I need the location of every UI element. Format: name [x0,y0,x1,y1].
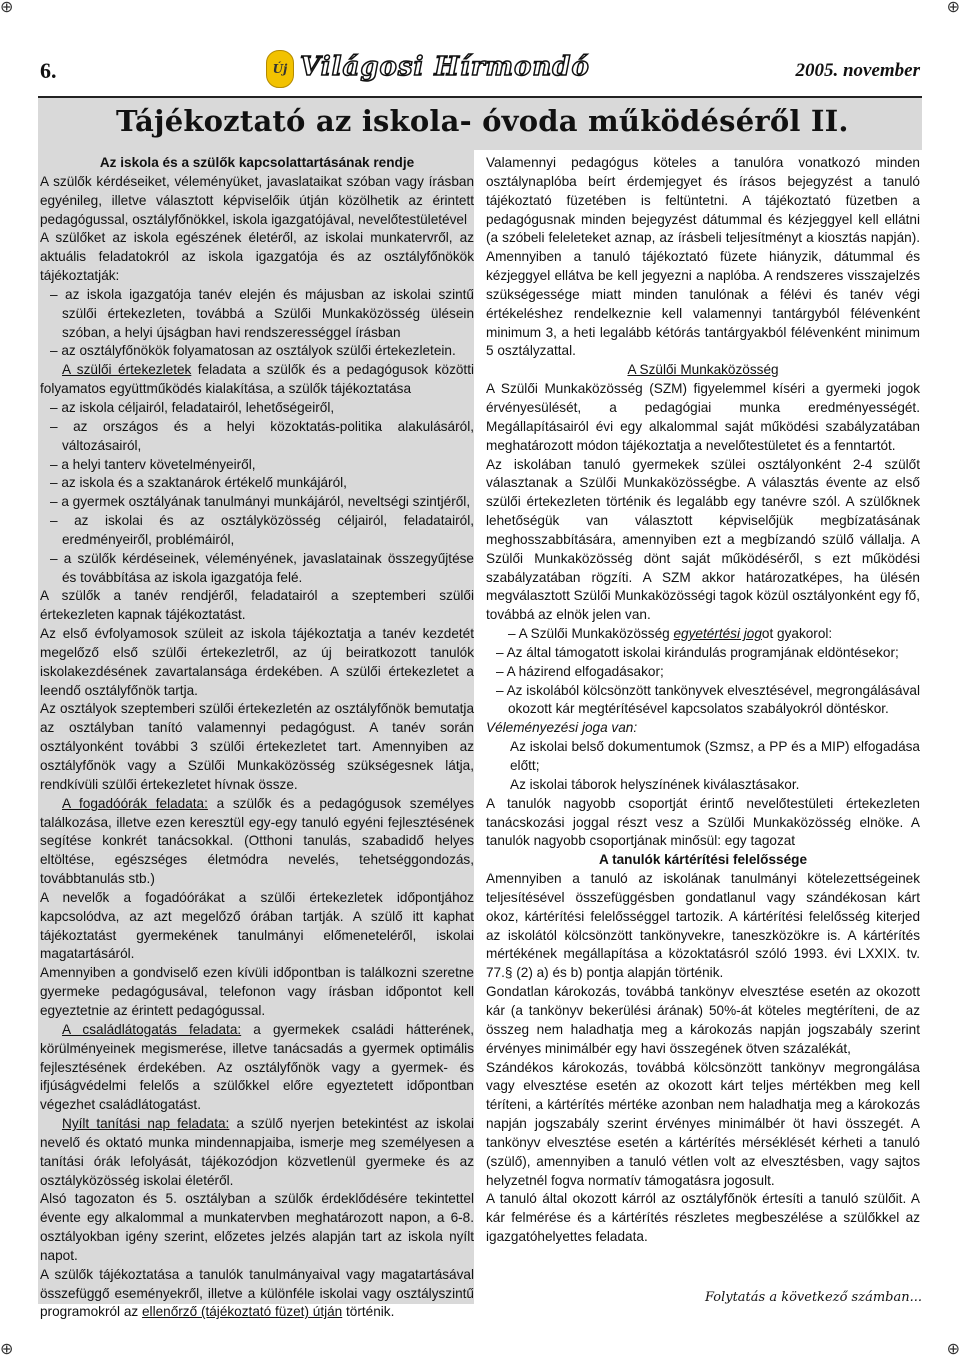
left-column [38,150,474,1320]
crop-mark-bottom-right: ⊕ [946,1341,960,1358]
list-item: – Az által támogatott iskolai kirándulás programjának eldöntésekor; [496,644,899,660]
list-item: – az osztályfőnökök folyamatosan az osztályok szülői értekezletein. [50,343,456,359]
crop-mark-top-left: ⊕ [0,0,14,16]
paragraph [40,795,474,889]
list-item: Az iskolai belső dokumentumok (Szmsz, a PP és a MIP) elfogadása előtt; [510,739,920,773]
list-item: – A házirend elfogadásakor; [496,663,664,679]
paragraph [40,361,474,399]
paragraph-text: A szülők tájékoztatása a tanulók tanulmányaival vagy magatartásával összefüggő eseményekről, illetve a különféle iskolai vagy osztályszintű programokról az [40,1266,474,1320]
paragraph: Az osztályok szeptemberi szülői értekezletén az osztályfőnök bemutatja az osztályban tanító valamennyi pedagógust. A tanév során osztályonként további 3 szülői értekezletet tart. Amennyiben az osztályfőnök vagy a Szülői Munkaközösség szükségesnek látja, rendkívüli szülői értekezletet hívnak össze. [40,701,474,792]
list-item: – az iskola céljairól, feladatairól, lehetőségeiről, [50,399,335,415]
paragraph [40,1266,474,1323]
list-item-text: ot gyakorol: [761,626,833,642]
paragraph: A tanulók nagyobb csoportját érintő nevelőtestületi értekezleten tanácskozási joggal részt vesz a Szülői Munkaközösség elnöke. A tanulók nagyobb csoportjának minősül: egy tagozat [486,795,920,849]
list-item [486,625,920,644]
list-item: – az iskolai és az osztályközösség céljairól, feladatairól, eredményeiről, problémáiról, [50,513,474,547]
list-item: – az iskola igazgatója tanév elején és májusban az iskolai szintű szülői értekezleten, továbbá a Szülői Munkaközösség ülésein szóban, a helyi újságban havi rendszerességgel írásban [50,286,474,340]
emphasized-term: egyetértési jog [673,626,762,642]
section-heading: Az iskola és a szülők kapcsolattartásának rendje [99,155,415,170]
list-item: – az iskola és a szaktanárok értékelő munkájáról, [50,475,347,491]
paragraph-text: történik. [342,1304,395,1320]
issue-date: 2005. november [795,60,920,81]
continuation-note: Folytatás a következő számban... [704,1290,922,1305]
right-column [486,154,920,1247]
paragraph-text: feladata a szülők és a pedagógusok közötti folyamatos együttműködés kialakítása, a szülők tájékoztatása [40,362,474,397]
list-item: – a szülők kérdéseinek, véleményének, javaslatainak összegyűjtése és továbbítása az iskola igazgatója felé. [50,550,474,585]
list-item: – az országos és a helyi közoktatás-politika alakulásáról, változásairól, [50,418,474,453]
paragraph [40,1021,474,1115]
paragraph: Amennyiben a gondviselő ezen kívüli időpontban is találkozni szeretne gyermeke pedagógusával, telefonon vagy írásban időpontot kell egyeztetnie az érintett pedagógussal. [40,965,474,1018]
list-item-text: – A Szülői Munkaközösség [508,626,674,642]
paragraph: A szülők kérdéseiket, véleményüket, javaslataikat szóban vagy írásban egyénileg, illetve választott képviselőik útján közölhetik az érintett pedagógussal, osztályfőnökkel, iskola igazgatójával, nevelőtestületével [40,173,474,227]
list-item: Az iskolai táborok helyszínének kiválasztásakor. [510,776,800,792]
paragraph: A szülők a tanév rendjéről, feladatairól a szeptemberi szülői értekezleten kapnak tájékoztatást. [40,588,474,623]
list-item: – Az iskolából kölcsönzött tankönyvek elvesztésével, megrongálásával okozott kár megtérítésével kapcsolatos szabályokról döntéskor. [496,682,920,717]
paragraph-text: a szülő nyerjen betekintést az iskolai nevelő és oktató munka mindennapjaiba, ismerje meg személyesen a tanítási órák lefolyását, tájékozódjon közvetlenül gyermeke és az osztályközösség iskolai életéről. [40,1116,474,1188]
paragraph: Gondatlan károkozás, továbbá tankönyv elvesztése esetén az okozott kár (a tankönyv bekerülési árának) 50%-át köteles megtéríteni, de az összeg nem haladhatja meg a károkozás napján jogszabály szerint érvényes minimálbér egy havi összegének ötven százalékát, [486,984,920,1056]
paragraph-text: a gyermekek családi hátterének, körülményeinek megismerése, illetve tanácsadás a gyermek optimális fejlesztésének érdekében. Az osztályfőnök vagy a gyermek- és ifjúságvédelmi felelős a szülőkkel előre egyeztetett időpontban végezhet családlátogatást. [40,1021,474,1113]
paragraph [40,1115,474,1190]
paragraph: Szándékos károkozás, továbbá kölcsönzött tankönyv megrongálása vagy elvesztése esetén az okozott kárt teljes mértékben meg kell téríteni, a kártérítés mértéke azonban nem haladhatja meg a károkozás napján jogszabály szerint érvényes minimálbér öt havi összegét. A tankönyv elvesztése esetén a kártérítés mérséklését kérheti a tanuló (szülő), amennyiben a tanuló vétlen volt az elvesztésben, vagy sajtos helyzetnél fogva normatív támogatásra jogosult. [486,1059,920,1188]
underlined-term: A szülői értekezletek [62,362,192,378]
list-item: – a gyermek osztályának tanulmányi munkájáról, neveltségi szintjéről, [50,494,471,510]
article-title-band [38,98,922,150]
underlined-term: A családlátogatás feladata: [62,1021,242,1037]
section-heading: A Szülői Munkaközösség [627,362,779,378]
paragraph: A Szülői Munkaközösség (SZM) figyelemmel kíséri a gyermeki jogok érvényesülését, a pedagógiai munka eredményességét. Megállapításairól évi egy alkalommal saját működési szabályzatában meghatározott módon tájékoztatja a nevelőtestületet és a fenntartót. [486,381,920,453]
list-item: – a helyi tanterv követelményeiről, [50,456,256,472]
section-heading: A tanulók kártérítési felelőssége [598,852,807,868]
article-title: Tájékoztató az iskola- óvoda működéséről II. [116,104,849,138]
underlined-term: Nyílt tanítási nap feladata: [62,1116,230,1132]
crop-mark-top-right: ⊕ [946,0,960,16]
paragraph: Valamennyi pedagógus köteles a tanulóra vonatkozó minden osztálynaplóba beírt érdemjegyet és írásos bejegyzést a tanuló tájékoztató füzetében is feltüntetni. A tájékoztató füzetben a pedagógusnak minden bejegyzést dátummal és kézjeggyel kell ellátni (a szóbeli feleleteket aznap, az írásbeli teljesítményt a kiosztás napján). Amennyiben a tanuló tájékoztató füzete hiányzik, dátummal és kézjeggyel ellátva be kell jegyezni a naplóba. A rendszeres visszajelzés szükségessége miatt minden tanulónak a félévi és tanév végi értékeléshez rendelkeznie kell valamennyi tantárgyból félévenként minimum 3, a heti legalább kétórás tantárgyakból félévenként minimum 5 osztályzattal. [486,155,920,359]
paragraph: A tanuló által okozott kárról az osztályfőnök értesíti a tanuló szülőit. A kár felmérése és a kártérítés részletes megbeszélése a szülőkkel az igazgatóhelyettes feladata. [486,1191,920,1245]
paragraph: Az iskolában tanuló gyermekek szülei osztályonként 2-4 szülőt választanak a Szülői Munkaközösségbe. A választás évente az első szülői értekezleten történik és legalább egy tanévre szól. A szülőknek lehetőségük van választott képviselőjük megbízatásának meghosszabbítására, amennyiben ezt a megbízandó szülő vállalja. A Szülői Munkaközösség dönt saját működéséről, s ezt működési szabályzatában rögzíti. A SZM akkor határozatképes, ha ülésén megválasztott Szülői Munkaközösségi tagok közül osztályonként egy fő, továbbá az elnök jelen van. [486,456,920,623]
paragraph: A nevelők a fogadóórákat a szülői értekezletek időpontjához kapcsolódva, az azt megelőző órában tartják. A szülő itt kaphat tájékoztatást gyermekének tanulmányi előmeneteléről, iskolai magatartásáról. [40,889,474,962]
page-number: 6. [40,58,57,83]
page-header [38,48,922,98]
subheading: Véleményezési joga van: [486,720,638,736]
paragraph: A szülőket az iskola egészének életéről, az iskolai munkatervről, az aktuális feladatokról az iskola igazgatója és az osztályfőnökök tájékoztatják: [40,230,474,284]
paragraph: Alsó tagozaton és 5. osztályban a szülők érdeklődésére tekintettel évente egy alkalommal a munkatervben meghatározott napon, a 6-8. osztályokban igény szerint, előzetes jelzés alapján tart az iskola nyílt napot. [40,1191,474,1263]
crop-mark-bottom-left: ⊕ [0,1341,14,1358]
masthead-title: Világosi Hírmondó [300,52,590,82]
newspaper-logo: Új [266,50,294,88]
paragraph-text: a szülők és a pedagógusok személyes találkozása, illetve ezen keresztül egy-egy tanuló egyéni fejlesztésének segítése konkrét tanácsokkal. (Otthoni tanulás, szabadidő helyes eltöltése, egészséges életmódra nevelés, tehetséggondozás, továbbtanulás stb.) [40,795,474,887]
paragraph: Az első évfolyamosok szüleit az iskola tájékoztatja a tanév kezdetét megelőző első szülői értekezletről, az új beiratkozott tanulók iskolakezdésének zavartalansága érdekében. A szülői értekezletet a leendő osztályfőnök tartja. [40,626,474,698]
paragraph: Amennyiben a tanuló az iskolának tanulmányi kötelezettségeinek teljesítésével összefüggésben gondatlanul vagy szándékosan kárt okoz, kártérítési felelősséggel tartozik. A kártérítési felelősség kiterjed az iskolától kölcsönzött tankönyvekre, taneszközökre is. A kártérítés mértékének megállapítása a közoktatásról szóló 1993. évi LXXIX. tv. 77.§ (2) a) és b) pontja alapján történik. [486,871,920,981]
underlined-term: ellenőrző (tájékoztató füzet) útján [142,1304,343,1320]
underlined-term: A fogadóórák feladata: [62,795,208,811]
